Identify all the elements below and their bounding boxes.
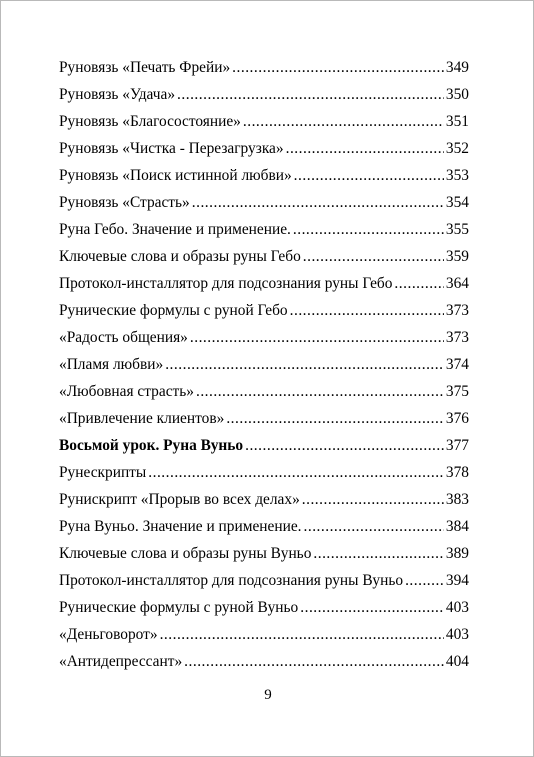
toc-entry-title: Рунискрипт «Прорыв во всех делах»	[59, 491, 300, 508]
toc-entry-title: Рунические формулы с руной Гебо	[59, 302, 288, 319]
toc-entry	[59, 135, 469, 162]
toc-entry-page-number: 378	[445, 464, 469, 481]
toc-entry-title: Рунические формулы с руной Вуньо	[59, 599, 299, 616]
toc-leader-dots	[192, 189, 444, 216]
toc-entry	[59, 594, 469, 621]
toc-entry-title: Руна Гебо. Значение и применение.	[59, 221, 291, 238]
toc-leader-dots	[303, 243, 444, 270]
toc-entry	[59, 567, 469, 594]
toc-entry	[59, 486, 469, 513]
toc-leader-dots	[196, 378, 444, 405]
toc-leader-dots	[286, 135, 444, 162]
toc-leader-dots	[148, 459, 444, 486]
toc-entry-page-number: 359	[445, 248, 469, 265]
toc-leader-dots	[226, 405, 444, 432]
toc-entry	[59, 108, 469, 135]
toc-entry	[59, 405, 469, 432]
toc-entry-title: Рунескрипты	[59, 464, 147, 481]
toc-entry-title: Руновязь «Благосостояние»	[59, 113, 241, 130]
toc-entry	[59, 621, 469, 648]
toc-entry-page-number: 383	[445, 491, 469, 508]
toc-entry	[59, 459, 469, 486]
toc-leader-dots	[394, 270, 443, 297]
toc-leader-dots	[245, 432, 444, 459]
toc-leader-dots	[290, 297, 444, 324]
toc-entry-page-number: 350	[445, 86, 469, 103]
toc-entry-title: «Привлечение клиентов»	[59, 410, 225, 427]
toc-entry-page-number: 403	[445, 599, 469, 616]
toc-entry	[59, 540, 469, 567]
toc-entry	[59, 189, 469, 216]
toc-entry-title: Руновязь «Страсть»	[59, 194, 190, 211]
toc-leader-dots	[300, 594, 444, 621]
toc-entry-title: Протокол-инсталлятор для подсознания руны Вуньо	[59, 572, 404, 589]
page-number: 9	[264, 687, 272, 703]
toc-entry-title: «Антидепрессант»	[59, 653, 183, 670]
toc-entry	[59, 648, 469, 675]
toc-entry-title: «Деньговорот»	[59, 626, 158, 643]
toc-entry-title: «Радость общения»	[59, 329, 188, 346]
toc-section-heading	[59, 432, 469, 459]
toc-entry-title: Руновязь «Чистка - Перезагрузка»	[59, 140, 284, 157]
toc-leader-dots	[405, 567, 444, 594]
toc-entry-page-number: 349	[445, 59, 469, 76]
toc-entry-title: «Любовная страсть»	[59, 383, 194, 400]
toc-entry-page-number: 375	[445, 383, 469, 400]
toc-entry-page-number: 355	[445, 221, 469, 238]
toc-entry	[59, 162, 469, 189]
toc-entry-page-number: 384	[445, 518, 469, 535]
toc-entry	[59, 81, 469, 108]
toc-leader-dots	[184, 648, 444, 675]
toc-entry	[59, 270, 469, 297]
toc-leader-dots	[160, 621, 444, 648]
toc-entry	[59, 216, 469, 243]
toc-leader-dots	[294, 162, 444, 189]
toc-entry-title: Ключевые слова и образы руны Гебо	[59, 248, 301, 265]
toc-entry-title: Руновязь «Печать Фрейи»	[59, 59, 231, 76]
toc-entry-page-number: 377	[445, 437, 469, 454]
toc-entry-title: Протокол-инсталлятор для подсознания руны Гебо	[59, 275, 393, 292]
toc-entry-title: Руна Вуньо. Значение и применение.	[59, 518, 302, 535]
toc-entry-page-number: 373	[445, 329, 469, 346]
toc-entry-title: Ключевые слова и образы руны Вуньо	[59, 545, 312, 562]
toc-entry	[59, 54, 469, 81]
toc-entry	[59, 324, 469, 351]
toc-entry-page-number: 404	[445, 653, 469, 670]
toc-leader-dots	[302, 486, 444, 513]
toc-entry	[59, 378, 469, 405]
toc-entry-page-number: 403	[445, 626, 469, 643]
toc-entry	[59, 243, 469, 270]
toc-leader-dots	[304, 513, 444, 540]
toc-entry-title: Руновязь «Удача»	[59, 86, 176, 103]
toc-leader-dots	[165, 351, 444, 378]
toc-entry	[59, 297, 469, 324]
toc-entry-title: «Пламя любви»	[59, 356, 164, 373]
toc-leader-dots	[293, 216, 444, 243]
toc-entry-page-number: 364	[445, 275, 469, 292]
toc-entry-page-number: 389	[445, 545, 469, 562]
toc-entry-page-number: 374	[445, 356, 469, 373]
toc-entry-page-number: 352	[445, 140, 469, 157]
toc-leader-dots	[243, 108, 444, 135]
toc-leader-dots	[232, 54, 444, 81]
table-of-contents	[59, 54, 469, 675]
toc-entry-page-number: 394	[445, 572, 469, 589]
toc-entry-page-number: 354	[445, 194, 469, 211]
toc-entry-title: Руновязь «Поиск истинной любви»	[59, 167, 292, 184]
toc-entry-page-number: 353	[445, 167, 469, 184]
toc-entry	[59, 513, 469, 540]
toc-entry-title: Восьмой урок. Руна Вуньо	[59, 437, 244, 454]
toc-entry-page-number: 373	[445, 302, 469, 319]
toc-leader-dots	[177, 81, 444, 108]
toc-entry-page-number: 376	[445, 410, 469, 427]
toc-leader-dots	[313, 540, 444, 567]
toc-leader-dots	[190, 324, 444, 351]
toc-entry	[59, 351, 469, 378]
toc-entry-page-number: 351	[445, 113, 469, 130]
